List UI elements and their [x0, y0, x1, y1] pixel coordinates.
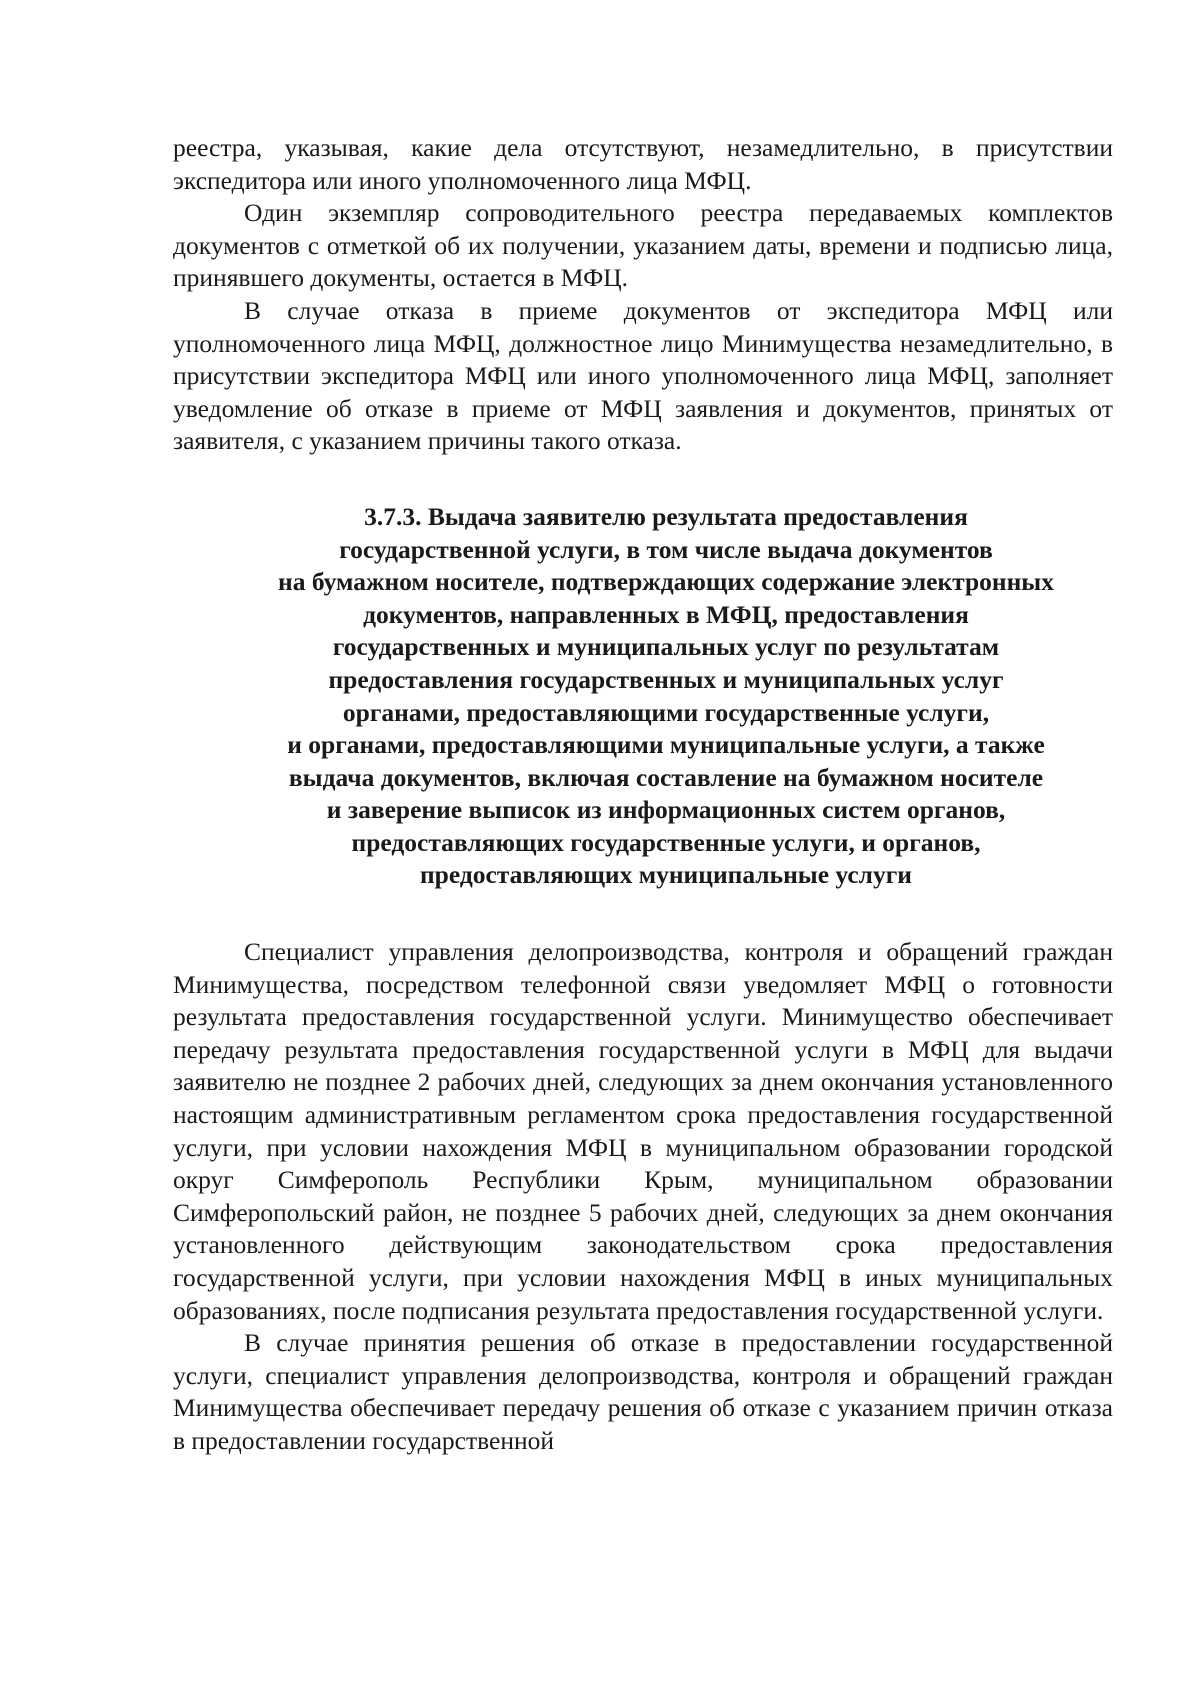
document-page — [173, 132, 1113, 1458]
section-heading-3-7-3 — [173, 501, 1113, 892]
heading-line: органами, предоставляющими государственные услуги, — [342, 697, 990, 727]
heading-line: на бумажном носителе, подтверждающих содержание электронных — [278, 567, 1054, 597]
heading-line: предоставляющих государственные услуги, и органов, — [351, 827, 981, 857]
heading-line: предоставляющих муниципальные услуги — [419, 860, 913, 890]
heading-line: государственной услуги, в том числе выдача документов — [339, 534, 993, 564]
paragraph-registry-copy: Один экземпляр сопроводительного реестра передаваемых комплектов документов с отметкой об их получении, указанием даты, времени и подписью лица, принявшего документы, остается в МФЦ. — [173, 198, 1113, 293]
heading-line: выдача документов, включая составление на бумажном носителе — [288, 762, 1044, 792]
heading-line: 3.7.3. Выдача заявителю результата предоставления — [364, 501, 968, 531]
heading-line: документов, направленных в МФЦ, предоставления — [363, 599, 969, 629]
paragraph-continuation: реестра, указывая, какие дела отсутствуют, незамедлительно, в присутствии экспедитора или иного уполномоченного лица МФЦ. — [173, 133, 1113, 195]
paragraph-refusal-acceptance: В случае отказа в приеме документов от экспедитора МФЦ или уполномоченного лица МФЦ, должностное лицо Минимущества незамедлительно, в присутствии экспедитора МФЦ или иного уполномоченного лица МФЦ, заполняет уведомление об отказе в приеме от МФЦ заявления и документов, принятых от заявителя, с указанием причины такого отказа. — [173, 295, 1113, 456]
heading-line: и органами, предоставляющими муниципальные услуги, а также — [287, 730, 1045, 760]
paragraph-refusal-decision: В случае принятия решения об отказе в предоставлении государственной услуги, специалист управления делопроизводства, контроля и обращений граждан Минимущества обеспечивает передачу решения об отказе с указанием причин отказа в предоставлении государственной — [173, 1328, 1113, 1455]
heading-line: и заверение выписок из информационных систем органов, — [326, 795, 1006, 825]
paragraph-notification: Специалист управления делопроизводства, контроля и обращений граждан Минимущества, посредством телефонной связи уведомляет МФЦ о готовности результата предоставления государственной услуги. Минимущество обеспечивает передачу результата предоставления государственной услуги в МФЦ для выдачи заявителю не позднее 2 рабочих дней, следующих за днем окончания установленного настоящим административным регламентом срока предоставления государственной услуги, при условии нахождения МФЦ в муниципальном образовании городской округ Симферополь Республики Крым, муниципальном образовании Симферопольский район, не позднее 5 рабочих дней, следующих за днем окончания установленного действующим законодательством срока предоставления государственной услуги, при условии нахождения МФЦ в иных муниципальных образованиях, после подписания результата предоставления государственной услуги. — [173, 937, 1113, 1325]
heading-line: государственных и муниципальных услуг по результатам — [332, 632, 1000, 662]
heading-line: предоставления государственных и муниципальных услуг — [328, 664, 1004, 694]
